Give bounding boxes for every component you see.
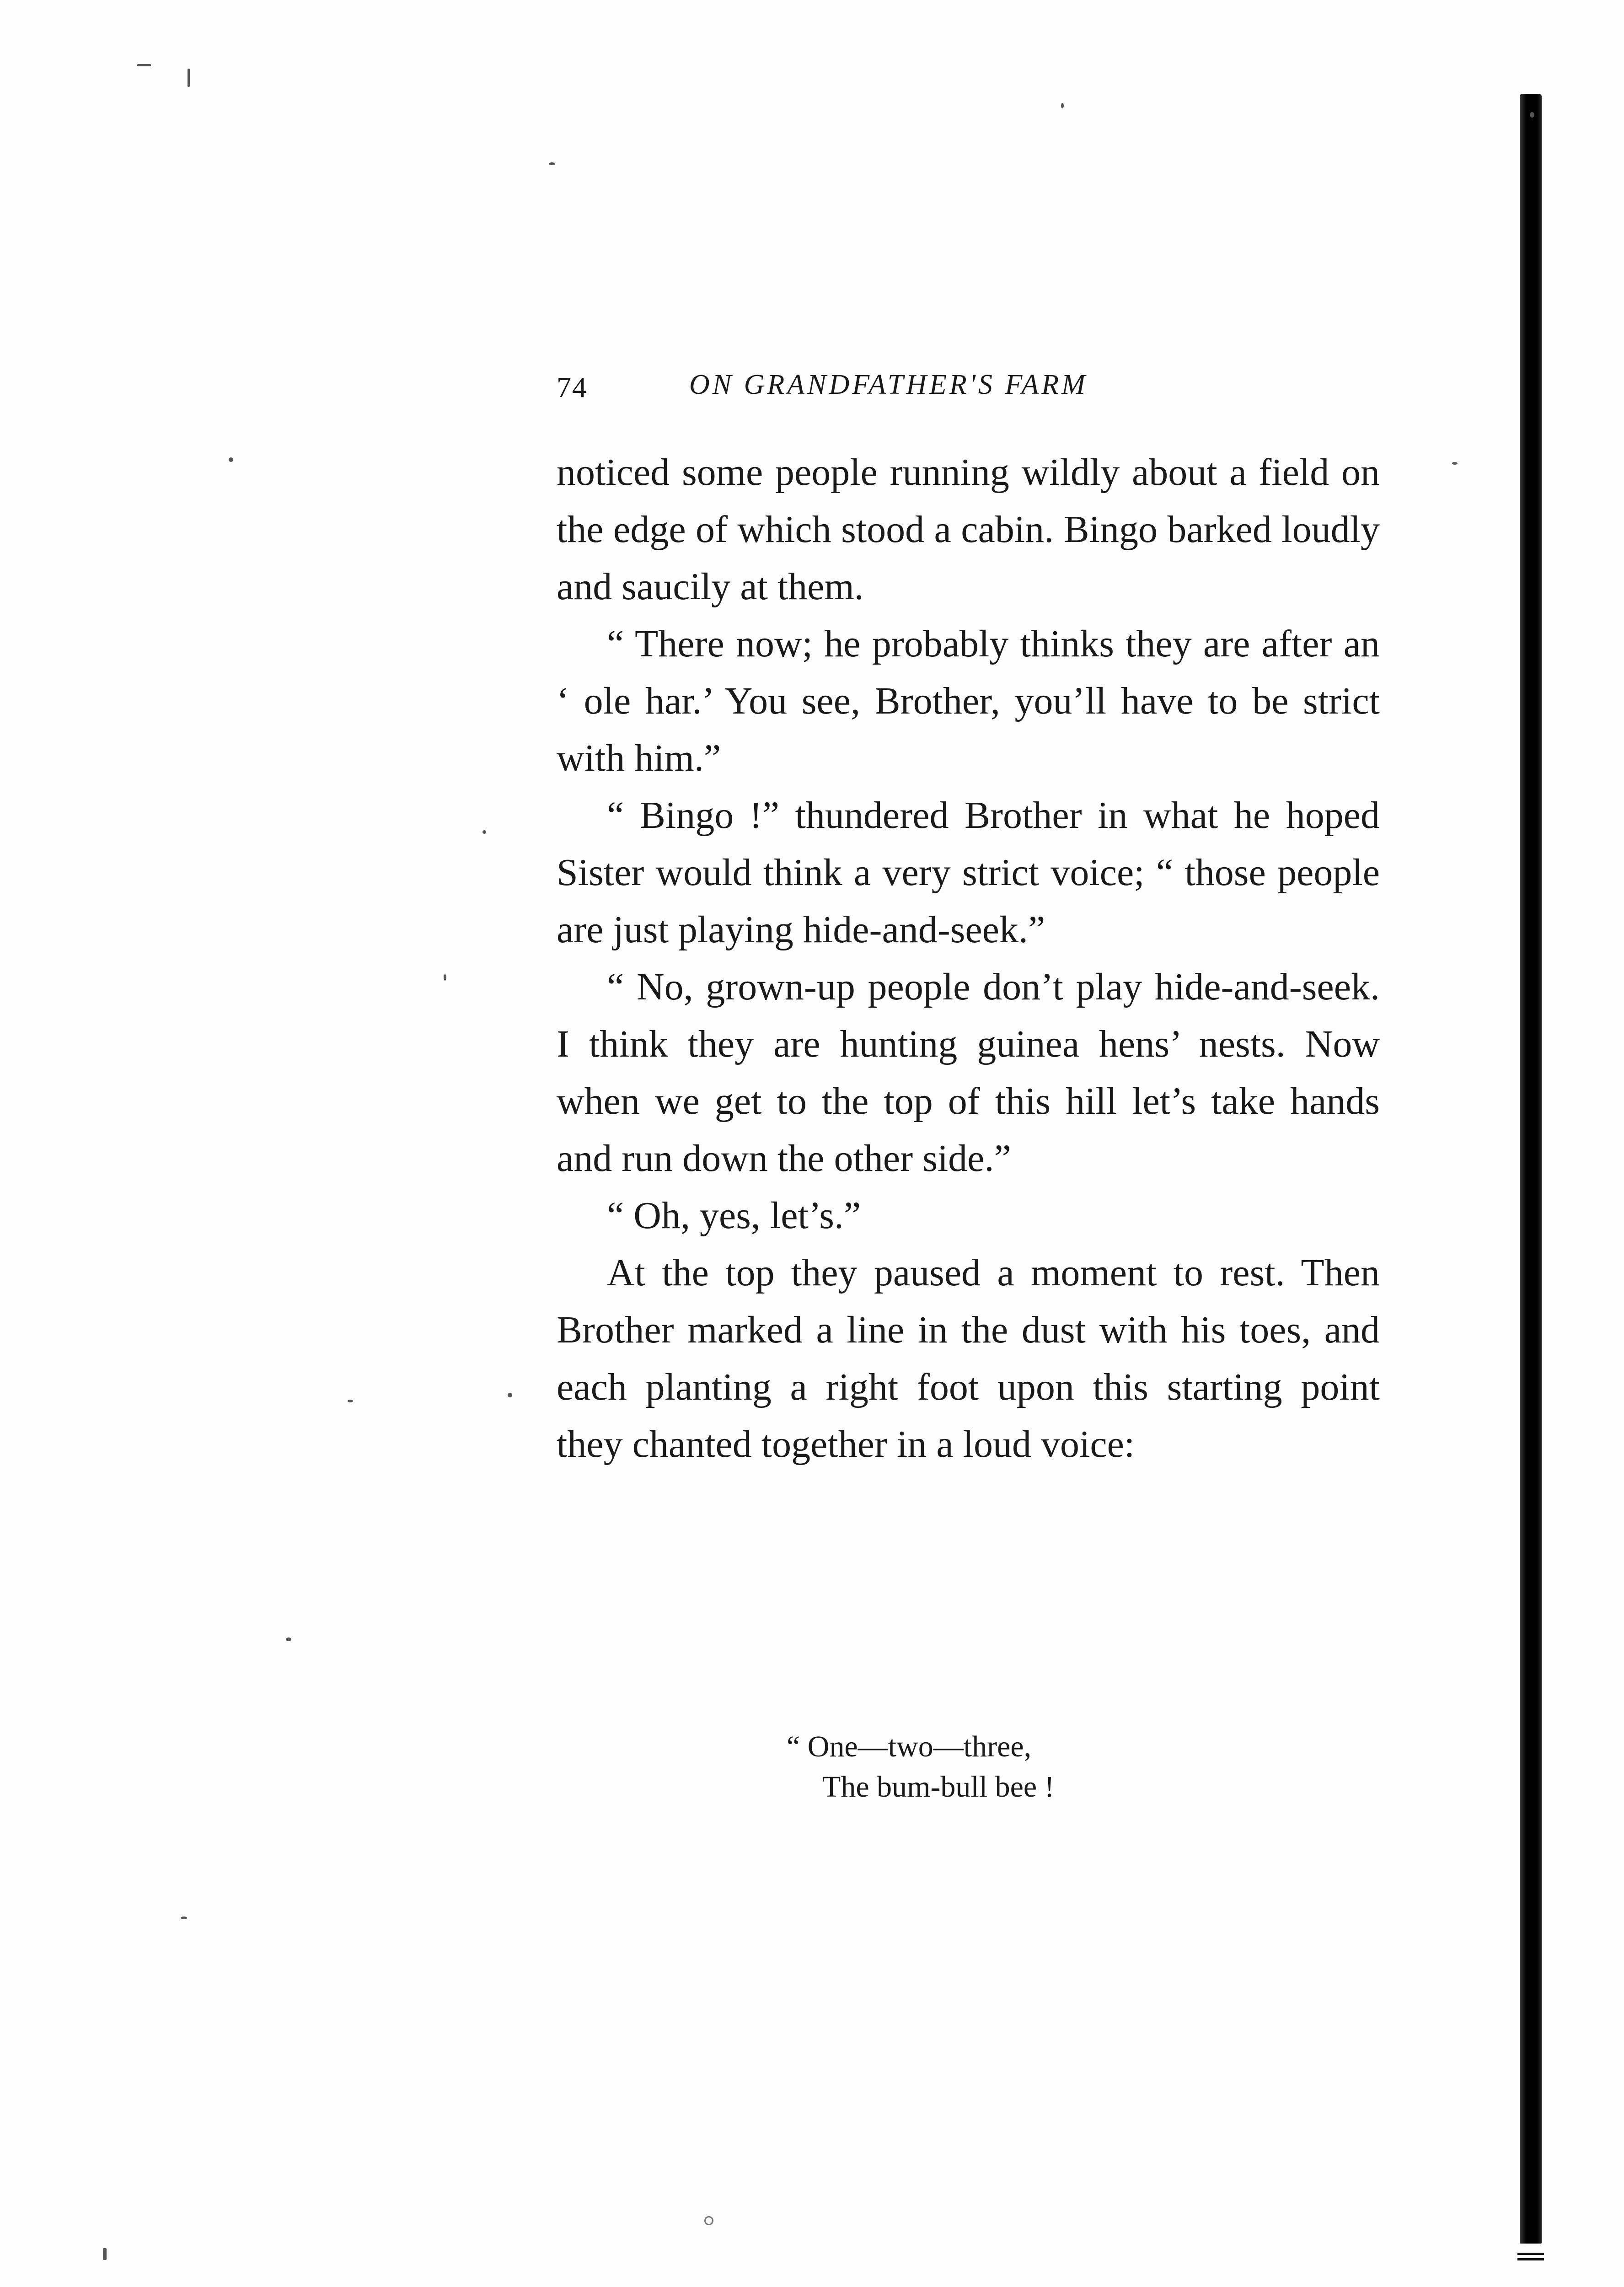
scan-speck xyxy=(549,162,555,165)
scan-speck xyxy=(137,64,151,66)
scan-speck xyxy=(286,1637,291,1641)
scan-speck xyxy=(1452,462,1458,465)
scan-speck xyxy=(482,830,486,834)
scan-speck xyxy=(348,1400,353,1402)
scan-speck xyxy=(229,457,233,462)
paragraph: “ No, grown-up people don’t play hide-and-seek. I think they are hunting guinea hens’ nests. Now when we get to the top of this hill let’s take hands and run down the other side.” xyxy=(557,966,1380,1180)
paragraph: noticed some people running wildly about a field on the edge of which stood a cabin. Bingo barked loudly and saucily at them. xyxy=(557,451,1380,608)
scan-speck xyxy=(444,974,446,981)
paragraph: “ Bingo !” thundered Brother in what he hoped Sister would think a very strict voice; “ those people are just playing hide-and-seek.” xyxy=(557,794,1380,951)
paragraph: At the top they paused a moment to rest. Then Brother marked a line in the dust with his toes, and each planting a right foot upon this starting point they chanted together in a loud voice: xyxy=(557,1251,1380,1466)
scan-speck xyxy=(103,2248,107,2260)
page-edge-shadow xyxy=(1520,94,1542,2244)
scan-speck xyxy=(1530,112,1534,118)
running-head xyxy=(557,366,1265,412)
scan-speck xyxy=(188,69,190,87)
page-edge-ticks xyxy=(1517,2253,1544,2266)
scan-speck xyxy=(704,2216,713,2225)
running-title: ON GRANDFATHER'S FARM xyxy=(689,369,1088,400)
page-number: 74 xyxy=(557,371,588,403)
verse-line: The bum-bull bee ! xyxy=(822,1770,1055,1804)
body-text xyxy=(557,444,1380,1473)
paragraph: “ Oh, yes, let’s.” xyxy=(607,1194,861,1237)
verse-line: “ One—two—three, xyxy=(787,1730,1032,1763)
verse xyxy=(787,1727,1055,1807)
scan-speck xyxy=(181,1917,187,1919)
paragraph: “ There now; he probably thinks they are after an ‘ ole har.’ You see, Brother, you’ll have to be strict with him.” xyxy=(557,623,1380,779)
scan-speck xyxy=(1061,103,1064,108)
scan-speck xyxy=(508,1393,512,1397)
